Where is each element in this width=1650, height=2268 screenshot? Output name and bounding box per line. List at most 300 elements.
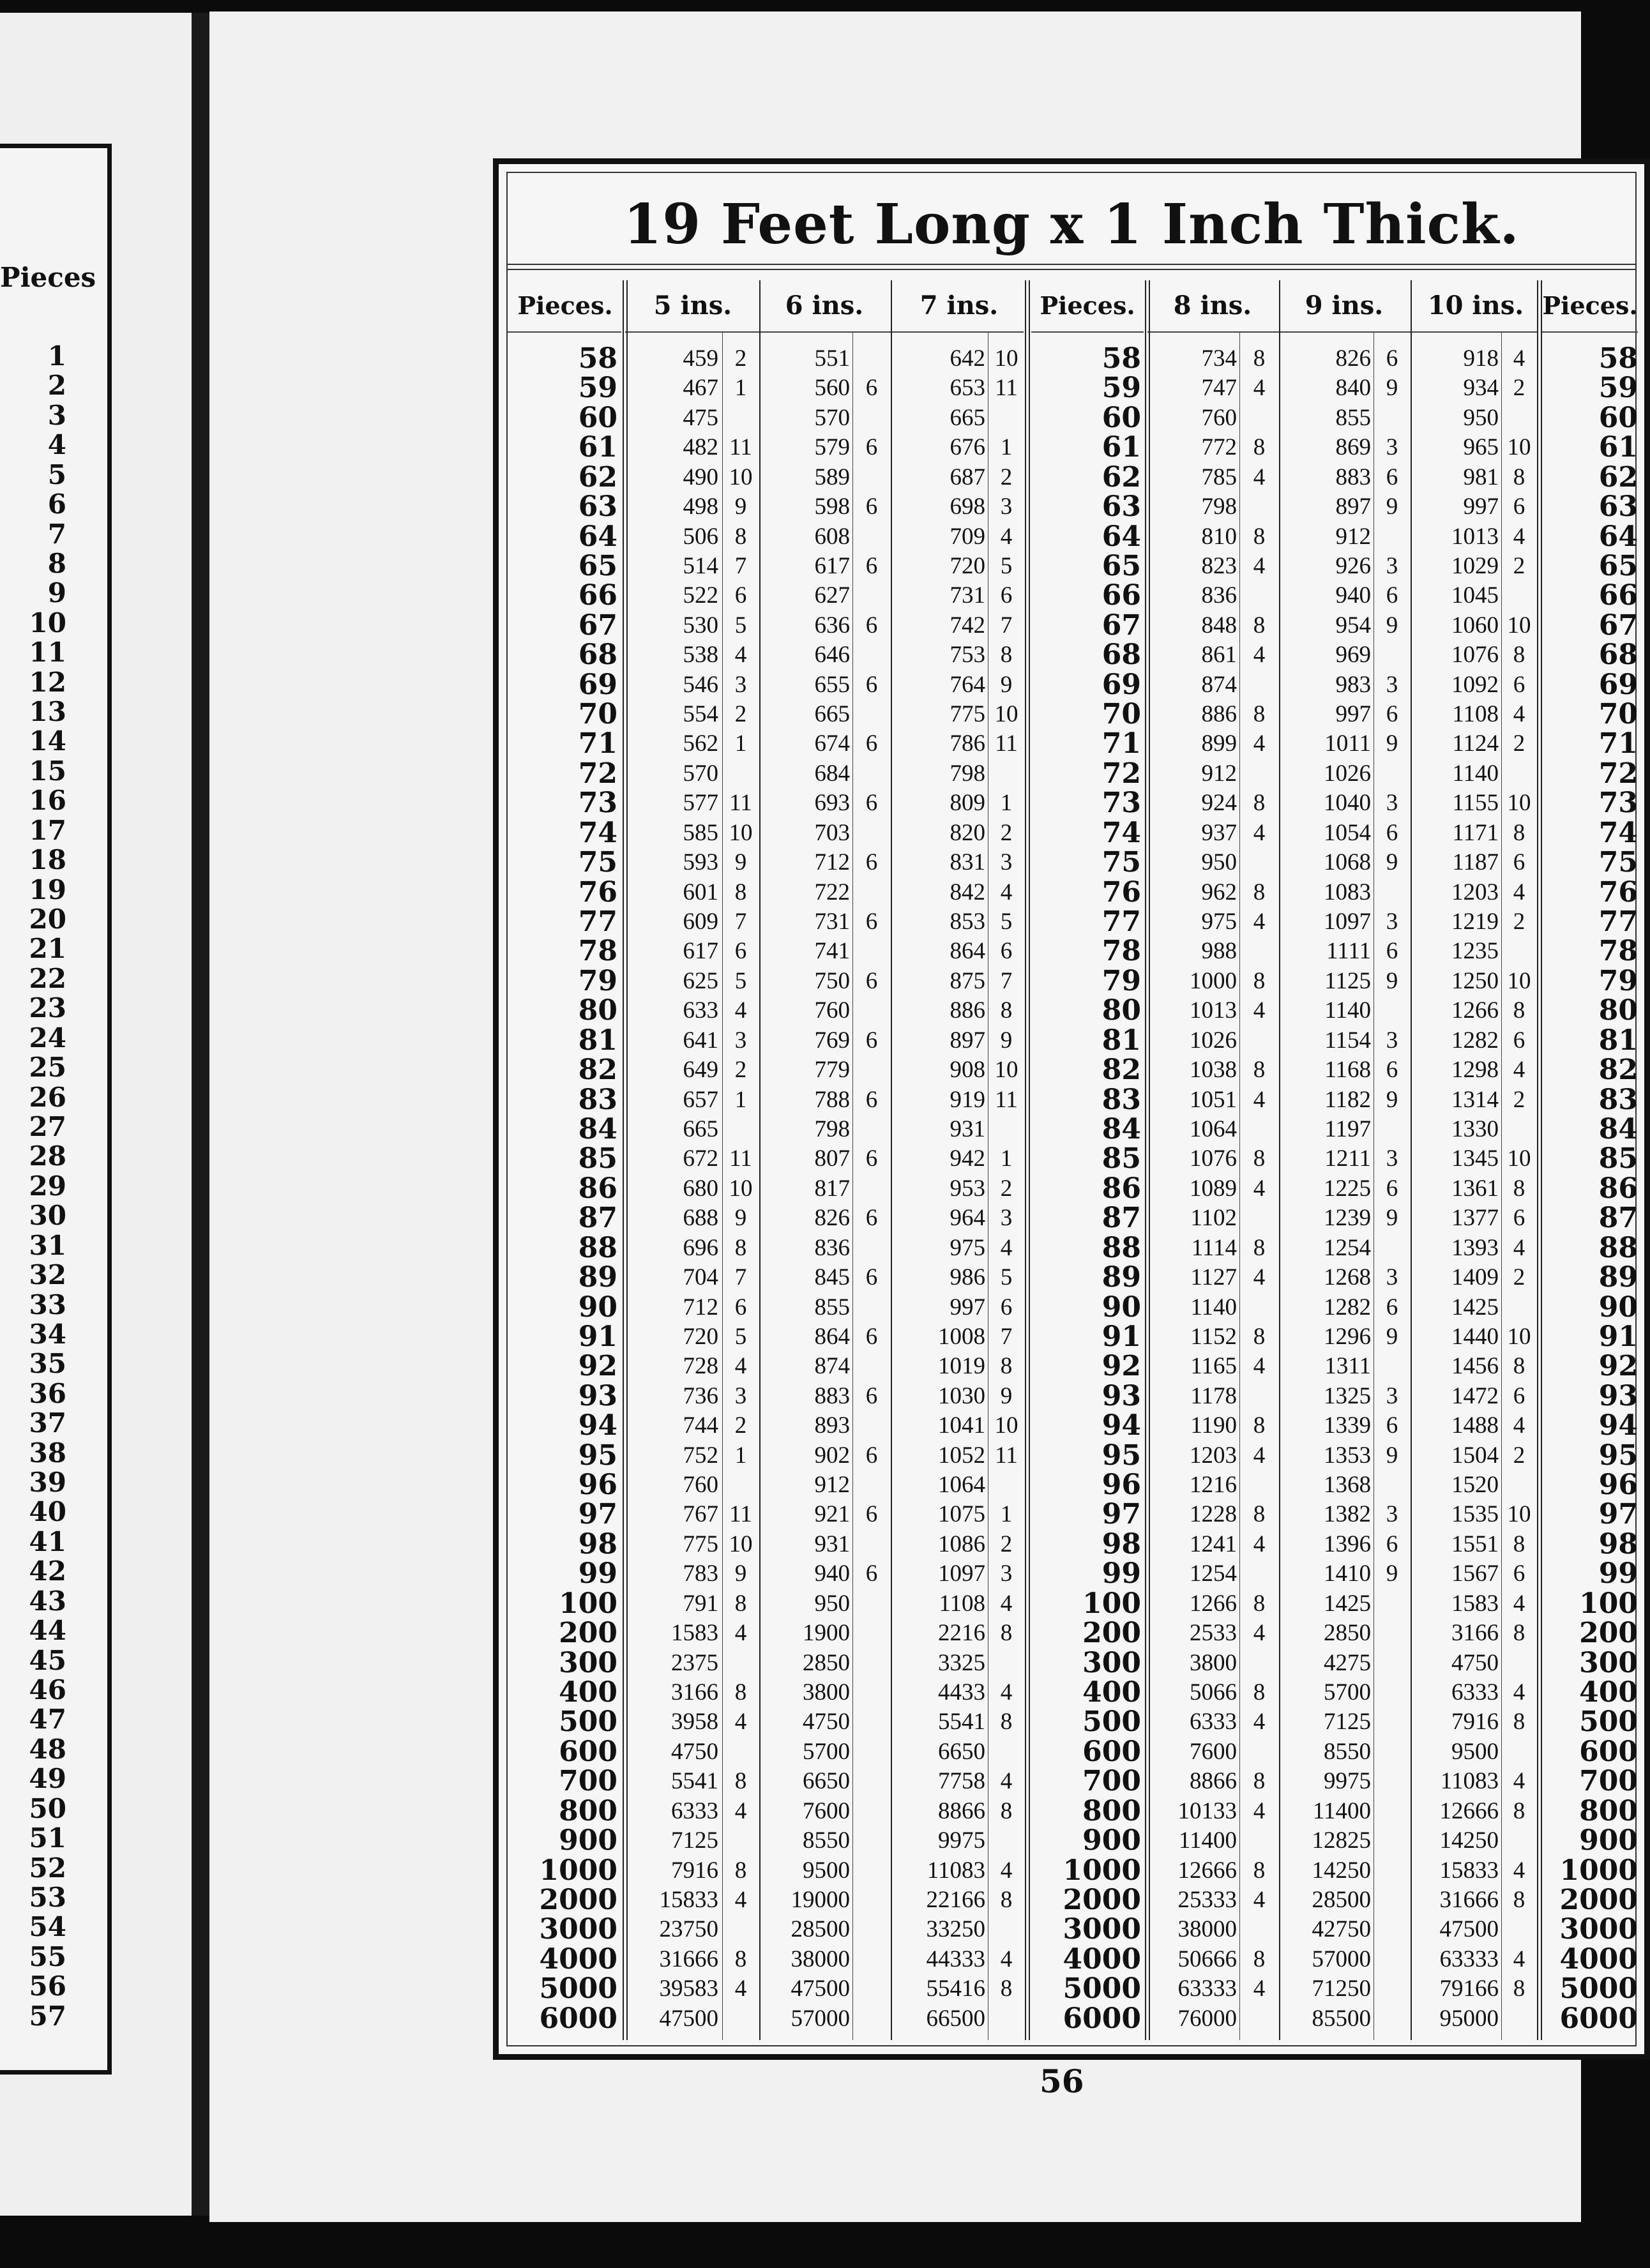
inches-10-ins [1502, 1470, 1536, 1500]
table-row [508, 639, 1638, 672]
inches-5-ins: 4 [734, 1353, 747, 1380]
value-10-ins: 1219 [1451, 909, 1499, 935]
pieces-cell-1: 300 [559, 1646, 617, 1679]
pieces-cell-3: 70 [1598, 698, 1638, 731]
table-row [508, 1765, 1638, 1798]
table-row [508, 1469, 1638, 1502]
table-row [508, 757, 1638, 790]
pieces-cell-3: 5000 [1559, 1972, 1638, 2006]
inches-10-ins: 2 [1513, 730, 1525, 757]
inches-6-ins [854, 1174, 889, 1204]
value-8-ins: 1089 [1190, 1175, 1237, 1202]
value-7-ins: 875 [950, 967, 985, 994]
inches-9-ins [1375, 878, 1409, 907]
right-page [209, 11, 1638, 2222]
inches-10-ins: 2 [1513, 1264, 1525, 1291]
inches-7-ins: 11 [995, 375, 1018, 402]
value-9-ins: 1011 [1324, 730, 1371, 757]
value-7-ins: 3325 [938, 1649, 985, 1676]
value-5-ins: 1583 [671, 1620, 718, 1647]
value-10-ins: 1171 [1452, 819, 1499, 846]
left-piece-number: 4 [47, 429, 66, 461]
value-10-ins: 1298 [1451, 1057, 1499, 1084]
inches-8-ins: 4 [1253, 1264, 1266, 1291]
pieces-cell-1: 95 [578, 1439, 617, 1472]
table-frame [493, 158, 1650, 2060]
inches-9-ins: 3 [1386, 1501, 1398, 1528]
value-5-ins: 672 [683, 1145, 718, 1172]
value-9-ins: 869 [1335, 434, 1371, 461]
left-piece-number: 22 [29, 962, 66, 994]
value-8-ins: 1127 [1190, 1264, 1237, 1291]
value-5-ins: 530 [683, 612, 718, 639]
inches-10-ins: 8 [1513, 1620, 1525, 1647]
table-row [508, 698, 1638, 731]
left-piece-number: 29 [29, 1170, 66, 1202]
inches-9-ins [1375, 1826, 1409, 1856]
value-10-ins: 1250 [1451, 967, 1499, 994]
inches-10-ins: 2 [1513, 375, 1525, 402]
inches-9-ins [1375, 1234, 1409, 1263]
pieces-cell-3: 98 [1598, 1527, 1638, 1561]
pieces-cell-2: 94 [1101, 1409, 1141, 1442]
inches-6-ins [854, 937, 889, 966]
value-9-ins: 1368 [1324, 1472, 1371, 1499]
value-7-ins: 775 [950, 701, 985, 728]
pieces-cell-1: 90 [578, 1290, 617, 1324]
value-10-ins: 11083 [1440, 1768, 1499, 1795]
value-9-ins: 1311 [1324, 1353, 1371, 1380]
inches-7-ins: 3 [1000, 494, 1013, 520]
value-10-ins: 1456 [1451, 1353, 1499, 1380]
inches-6-ins: 6 [865, 612, 878, 639]
pieces-cell-2: 93 [1101, 1379, 1141, 1412]
inches-10-ins [1502, 1293, 1536, 1322]
value-10-ins: 1060 [1451, 612, 1499, 639]
inches-8-ins [1241, 492, 1278, 522]
inches-6-ins: 6 [865, 1086, 878, 1113]
inches-5-ins: 8 [734, 1590, 747, 1617]
value-6-ins: 760 [814, 997, 850, 1024]
value-6-ins: 5700 [803, 1738, 850, 1765]
value-9-ins: 57000 [1312, 1946, 1371, 1972]
value-5-ins: 3166 [671, 1679, 718, 1705]
table-inner [506, 172, 1637, 2046]
table-row [508, 668, 1638, 701]
value-9-ins: 7125 [1324, 1709, 1371, 1735]
pieces-cell-1: 5000 [539, 1972, 617, 2006]
inches-7-ins: 10 [994, 1412, 1018, 1439]
value-9-ins: 1083 [1324, 879, 1371, 905]
pieces-cell-1: 200 [559, 1617, 617, 1650]
value-10-ins: 1345 [1451, 1145, 1499, 1172]
left-piece-number: 57 [29, 2000, 66, 2032]
header-rule [1147, 331, 1537, 333]
value-7-ins: 986 [950, 1264, 985, 1291]
inches-10-ins: 8 [1513, 642, 1525, 669]
pieces-cell-1: 800 [559, 1794, 617, 1827]
value-8-ins: 1013 [1190, 997, 1237, 1024]
pieces-cell-3: 99 [1598, 1557, 1638, 1591]
pieces-cell-1: 83 [578, 1083, 617, 1116]
inches-7-ins: 1 [1000, 434, 1013, 461]
inches-6-ins [854, 1055, 889, 1085]
value-5-ins: 546 [683, 671, 718, 698]
value-5-ins: 3958 [671, 1709, 718, 1735]
value-6-ins: 57000 [791, 2005, 850, 2032]
inches-5-ins: 8 [734, 1768, 747, 1795]
value-8-ins: 1102 [1190, 1205, 1237, 1232]
inches-7-ins: 8 [1000, 1620, 1013, 1647]
inches-6-ins [854, 344, 889, 374]
inches-8-ins [1241, 1204, 1278, 1233]
value-8-ins: 836 [1201, 582, 1237, 609]
value-7-ins: 953 [950, 1175, 985, 1202]
inches-5-ins [723, 2004, 758, 2034]
pieces-cell-2: 74 [1101, 816, 1141, 849]
value-10-ins: 15833 [1439, 1857, 1499, 1884]
inches-6-ins: 6 [865, 849, 878, 876]
inches-6-ins [854, 1974, 889, 2004]
inches-7-ins: 8 [1000, 1886, 1013, 1913]
value-5-ins: 7125 [671, 1827, 718, 1854]
value-9-ins: 1140 [1324, 997, 1371, 1024]
inches-7-ins: 8 [1000, 997, 1013, 1024]
inches-7-ins: 6 [1000, 1294, 1013, 1320]
left-piece-number: 28 [29, 1140, 66, 1172]
pieces-cell-3: 93 [1598, 1379, 1638, 1412]
inches-8-ins: 4 [1253, 1175, 1266, 1202]
value-6-ins: 864 [814, 1323, 850, 1350]
inches-6-ins [854, 1945, 889, 1974]
table-row [508, 1142, 1638, 1176]
inches-6-ins [854, 2004, 889, 2034]
inches-8-ins: 8 [1253, 967, 1266, 994]
left-piece-number: 47 [29, 1704, 66, 1735]
pieces-cell-3: 82 [1598, 1054, 1638, 1087]
value-5-ins: 625 [683, 967, 718, 994]
inches-7-ins: 1 [1000, 1145, 1013, 1172]
value-5-ins: 688 [683, 1205, 718, 1232]
inches-6-ins [854, 1678, 889, 1707]
inches-8-ins [1241, 670, 1278, 700]
pieces-cell-2: 66 [1101, 579, 1141, 612]
left-piece-number: 39 [29, 1467, 66, 1499]
value-5-ins: 601 [683, 879, 718, 905]
value-9-ins: 1125 [1324, 967, 1371, 994]
pieces-cell-3: 6000 [1559, 2002, 1638, 2035]
pieces-cell-3: 96 [1598, 1469, 1638, 1502]
value-9-ins: 1268 [1324, 1264, 1371, 1291]
pieces-cell-1: 82 [578, 1054, 617, 1087]
pieces-cell-3: 74 [1598, 816, 1638, 849]
inches-6-ins: 6 [865, 375, 878, 402]
value-10-ins: 1314 [1451, 1086, 1499, 1113]
inches-7-ins: 8 [1000, 1976, 1013, 2002]
inches-9-ins: 6 [1386, 701, 1398, 728]
inches-5-ins: 4 [734, 642, 747, 669]
value-5-ins: 15833 [659, 1886, 718, 1913]
inches-7-ins: 4 [1000, 1768, 1013, 1795]
value-6-ins: 19000 [791, 1886, 850, 1913]
table-row [508, 1557, 1638, 1591]
inches-9-ins [1375, 1589, 1409, 1619]
pieces-cell-3: 71 [1598, 727, 1638, 760]
value-6-ins: 788 [814, 1086, 850, 1113]
left-piece-number: 24 [29, 1022, 66, 1054]
value-8-ins: 50666 [1177, 1946, 1237, 1972]
inches-8-ins: 4 [1253, 1886, 1266, 1913]
value-10-ins: 950 [1463, 404, 1499, 431]
value-9-ins: 85500 [1312, 2005, 1371, 2032]
inches-5-ins: 7 [734, 1264, 747, 1291]
table-row [508, 994, 1638, 1027]
inches-5-ins: 10 [729, 464, 753, 490]
value-8-ins: 8866 [1190, 1768, 1237, 1795]
value-7-ins: 22166 [926, 1886, 985, 1913]
pieces-cell-1: 94 [578, 1409, 617, 1442]
value-8-ins: 950 [1201, 849, 1237, 876]
value-9-ins: 1111 [1326, 938, 1371, 965]
pieces-cell-2: 1000 [1063, 1854, 1141, 1887]
inches-7-ins [989, 1915, 1024, 1944]
pieces-cell-2: 200 [1082, 1617, 1141, 1650]
inches-5-ins: 9 [734, 494, 747, 520]
inches-8-ins [1241, 848, 1278, 877]
inches-5-ins: 5 [734, 967, 747, 994]
value-6-ins: 636 [814, 612, 850, 639]
value-6-ins: 769 [814, 1027, 850, 1054]
table-row [508, 549, 1638, 582]
left-piece-number: 54 [29, 1911, 66, 1943]
value-8-ins: 975 [1201, 909, 1237, 935]
pieces-cell-2: 65 [1101, 549, 1141, 582]
value-9-ins: 1068 [1324, 849, 1371, 876]
value-5-ins: 585 [683, 819, 718, 846]
pieces-cell-2: 70 [1101, 698, 1141, 731]
value-8-ins: 734 [1201, 345, 1237, 372]
pieces-cell-3: 68 [1598, 639, 1638, 672]
value-5-ins: 506 [683, 523, 718, 550]
value-8-ins: 1178 [1190, 1382, 1237, 1409]
left-piece-number: 8 [47, 547, 66, 579]
pieces-cell-3: 65 [1598, 549, 1638, 582]
left-piece-number: 38 [29, 1437, 66, 1469]
inches-7-ins: 10 [994, 345, 1018, 372]
inches-5-ins: 4 [734, 1797, 747, 1824]
inches-9-ins: 6 [1386, 819, 1398, 846]
inches-9-ins: 9 [1386, 730, 1398, 757]
inches-8-ins: 8 [1253, 701, 1266, 728]
inches-5-ins: 10 [729, 819, 753, 846]
left-piece-number: 9 [47, 577, 66, 609]
value-6-ins: 1900 [803, 1620, 850, 1647]
inches-7-ins: 4 [1000, 879, 1013, 905]
inches-5-ins [723, 404, 758, 433]
value-6-ins: 47500 [791, 1976, 850, 2002]
inches-7-ins: 11 [995, 730, 1018, 757]
value-8-ins: 747 [1201, 375, 1237, 402]
value-9-ins: 954 [1335, 612, 1371, 639]
inches-5-ins [723, 1115, 758, 1144]
inches-9-ins [1375, 522, 1409, 552]
value-10-ins: 9500 [1451, 1738, 1499, 1765]
table-row [508, 1202, 1638, 1235]
inches-10-ins: 10 [1507, 1145, 1531, 1172]
left-piece-number: 15 [29, 755, 66, 787]
value-5-ins: 633 [683, 997, 718, 1024]
pieces-cell-1: 75 [578, 846, 617, 879]
inches-6-ins [854, 1707, 889, 1737]
pieces-cell-2: 60 [1101, 401, 1141, 434]
value-7-ins: 1108 [939, 1590, 985, 1617]
book-gutter [192, 13, 211, 2216]
pieces-cell-3: 87 [1598, 1202, 1638, 1235]
value-9-ins: 883 [1335, 464, 1371, 490]
value-10-ins: 79166 [1439, 1976, 1499, 2002]
pieces-cell-3: 77 [1598, 905, 1638, 939]
inches-7-ins: 11 [995, 1442, 1018, 1469]
inches-7-ins: 3 [1000, 849, 1013, 876]
inches-5-ins: 9 [734, 1561, 747, 1587]
pieces-cell-2: 500 [1082, 1705, 1141, 1739]
value-5-ins: 791 [683, 1590, 718, 1617]
inches-5-ins: 8 [734, 1857, 747, 1884]
value-10-ins: 981 [1463, 464, 1499, 490]
inches-8-ins [1241, 1737, 1278, 1767]
inches-10-ins: 2 [1513, 552, 1525, 579]
value-8-ins: 5066 [1190, 1679, 1237, 1705]
inches-7-ins: 8 [1000, 1709, 1013, 1735]
value-10-ins: 95000 [1439, 2005, 1499, 2032]
pieces-cell-3: 67 [1598, 609, 1638, 642]
table-row [508, 579, 1638, 612]
value-10-ins: 14250 [1439, 1827, 1499, 1854]
value-7-ins: 665 [950, 404, 985, 431]
value-8-ins: 11400 [1178, 1827, 1237, 1854]
inches-9-ins: 9 [1386, 375, 1398, 402]
inches-10-ins: 2 [1513, 1442, 1525, 1469]
pieces-cell-3: 81 [1598, 1024, 1638, 1057]
inches-9-ins: 3 [1386, 909, 1398, 935]
inches-9-ins: 3 [1386, 790, 1398, 817]
pieces-cell-2: 71 [1101, 727, 1141, 760]
pieces-cell-1: 73 [578, 787, 617, 820]
value-8-ins: 861 [1201, 642, 1237, 669]
header-pieces-1: Pieces. [517, 291, 613, 320]
value-9-ins: 11400 [1312, 1797, 1371, 1824]
pieces-cell-1: 1000 [539, 1854, 617, 1887]
inches-6-ins [854, 700, 889, 729]
table-row [508, 1439, 1638, 1472]
pieces-cell-1: 3000 [539, 1913, 617, 1946]
value-5-ins: 728 [683, 1353, 718, 1380]
pieces-cell-2: 87 [1101, 1202, 1141, 1235]
value-5-ins: 767 [683, 1501, 718, 1528]
pieces-cell-1: 78 [578, 935, 617, 968]
value-6-ins: 836 [814, 1234, 850, 1261]
inches-10-ins [1502, 1826, 1536, 1856]
value-9-ins: 5700 [1324, 1679, 1371, 1705]
value-6-ins: 807 [814, 1145, 850, 1172]
page-number: 56 [1040, 2062, 1084, 2100]
value-5-ins: 570 [683, 760, 718, 787]
inches-5-ins: 3 [734, 1382, 747, 1409]
inches-6-ins [854, 1767, 889, 1796]
header-pieces-3: Pieces. [1542, 291, 1638, 320]
pieces-cell-1: 72 [578, 757, 617, 790]
pieces-cell-1: 66 [578, 579, 617, 612]
inches-7-ins [989, 1115, 1024, 1144]
inches-9-ins: 6 [1386, 464, 1398, 490]
inches-10-ins: 10 [1507, 434, 1531, 461]
value-8-ins: 25333 [1177, 1886, 1237, 1913]
value-10-ins: 1535 [1451, 1501, 1499, 1528]
inches-10-ins [1502, 581, 1536, 610]
table-row [508, 905, 1638, 939]
inches-5-ins: 10 [729, 1531, 753, 1557]
value-7-ins: 44333 [926, 1946, 985, 1972]
value-10-ins: 1409 [1451, 1264, 1499, 1291]
inches-5-ins [723, 1826, 758, 1856]
left-piece-number: 19 [29, 873, 66, 905]
value-6-ins: 589 [814, 464, 850, 490]
value-5-ins: 514 [683, 552, 718, 579]
inches-10-ins: 4 [1513, 879, 1525, 905]
value-6-ins: 950 [814, 1590, 850, 1617]
table-row [508, 727, 1638, 760]
inches-7-ins: 4 [1000, 1946, 1013, 1972]
value-10-ins: 1330 [1451, 1115, 1499, 1142]
inches-6-ins [854, 1915, 889, 1944]
inches-6-ins [854, 1589, 889, 1619]
table-row [508, 1824, 1638, 1857]
value-10-ins: 1235 [1451, 938, 1499, 965]
value-6-ins: 693 [814, 790, 850, 817]
value-5-ins: 6333 [671, 1797, 718, 1824]
value-10-ins: 1108 [1452, 701, 1499, 728]
pieces-cell-2: 72 [1101, 757, 1141, 790]
inches-9-ins: 6 [1386, 1412, 1398, 1439]
inches-9-ins [1375, 1470, 1409, 1500]
value-9-ins: 1154 [1324, 1027, 1371, 1054]
inches-7-ins: 8 [1000, 1797, 1013, 1824]
inches-9-ins [1375, 1649, 1409, 1678]
pieces-cell-3: 58 [1598, 342, 1638, 375]
pieces-cell-3: 86 [1598, 1172, 1638, 1205]
value-10-ins: 1393 [1451, 1234, 1499, 1261]
value-9-ins: 4275 [1324, 1649, 1371, 1676]
inches-8-ins: 4 [1253, 375, 1266, 402]
inches-6-ins [854, 1856, 889, 1886]
pieces-cell-3: 80 [1598, 994, 1638, 1027]
table-row [508, 1705, 1638, 1739]
pieces-cell-3: 97 [1598, 1498, 1638, 1531]
value-7-ins: 864 [950, 938, 985, 965]
inches-10-ins [1502, 937, 1536, 966]
inches-9-ins: 6 [1386, 1057, 1398, 1084]
value-7-ins: 1052 [938, 1442, 985, 1469]
header-9-ins: 9 ins. [1305, 291, 1384, 321]
value-10-ins: 1504 [1451, 1442, 1499, 1469]
inches-8-ins: 4 [1253, 642, 1266, 669]
inches-5-ins: 8 [734, 1679, 747, 1705]
inches-8-ins: 8 [1253, 1412, 1266, 1439]
pieces-cell-1: 69 [578, 668, 617, 701]
pieces-cell-1: 71 [578, 727, 617, 760]
value-5-ins: 593 [683, 849, 718, 876]
value-5-ins: 4750 [671, 1738, 718, 1765]
